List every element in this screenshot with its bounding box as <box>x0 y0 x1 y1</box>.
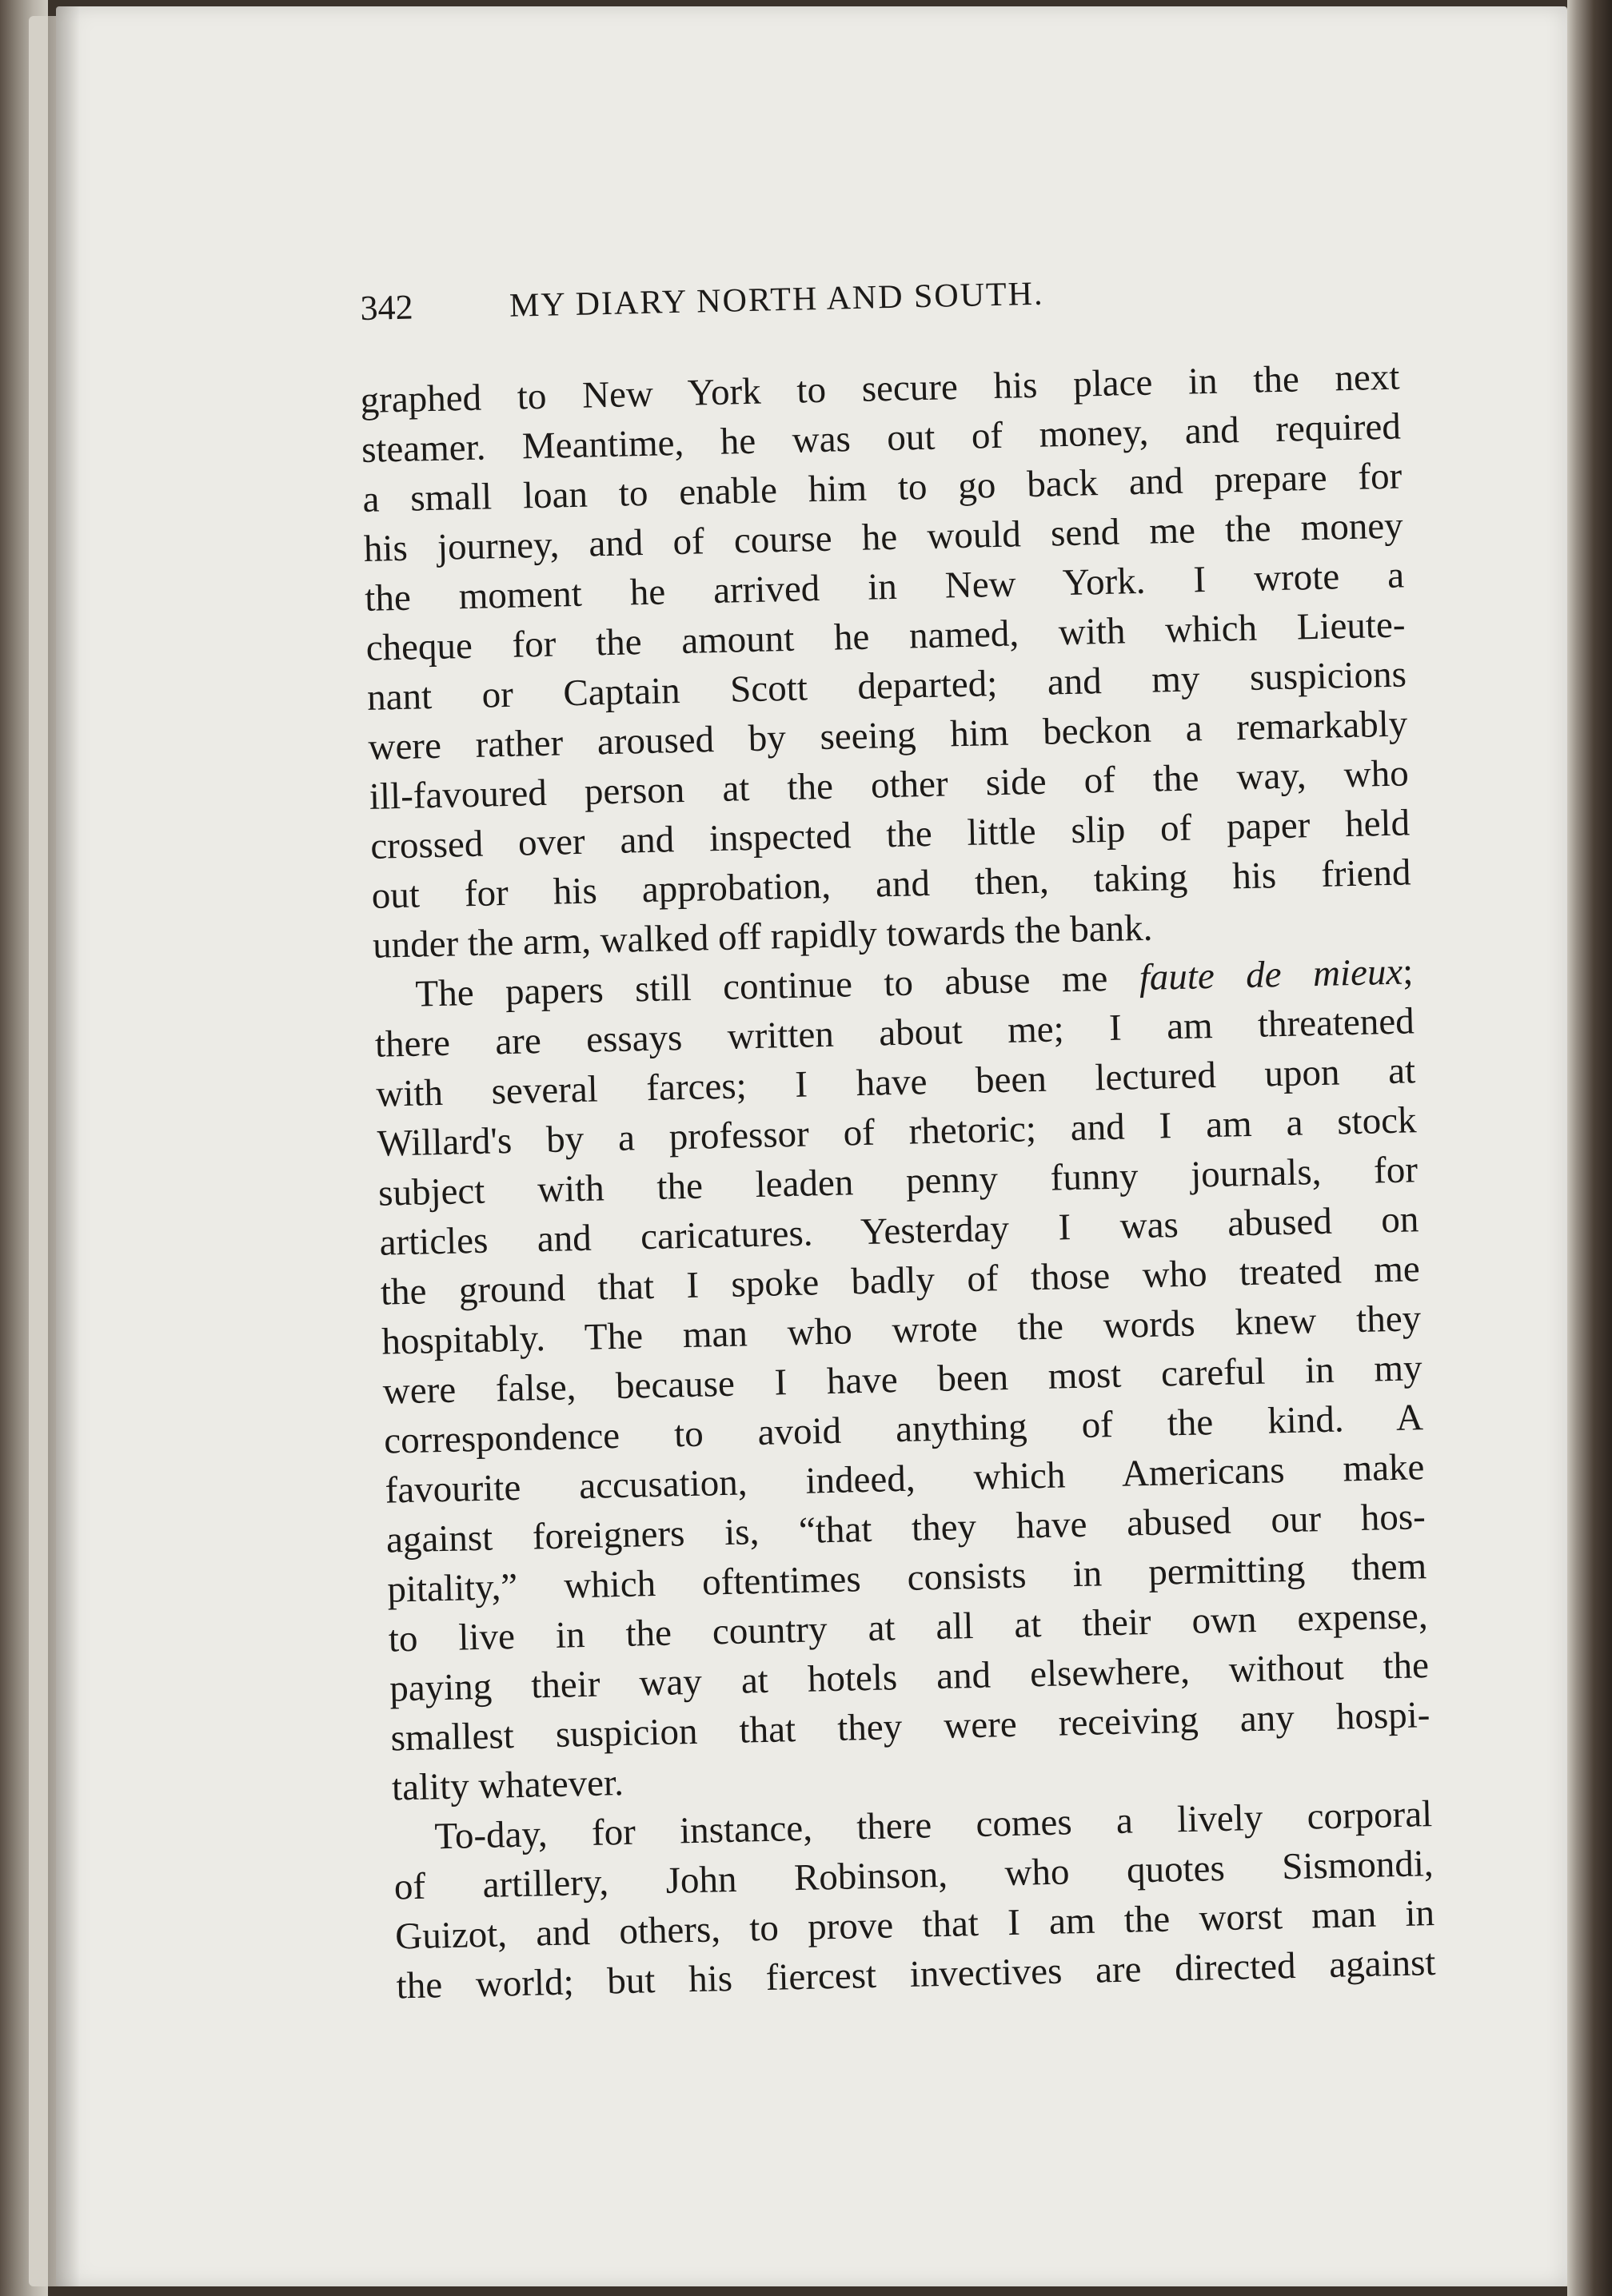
text-line: ill-favoured person at the other side of the way, who <box>369 752 1410 818</box>
body-text <box>360 353 1436 2011</box>
text-segment: ; <box>1402 951 1414 993</box>
text-line: were rather aroused by seeing him beckon a remarkably <box>367 703 1408 768</box>
text-line: graphed to New York to secure his place in the next <box>360 356 1400 421</box>
text-line: out for his approbation, and then, taking his friend <box>371 851 1412 917</box>
text-line: the moment he arrived in New York. I wrote a <box>364 554 1405 620</box>
text-line: cheque for the amount he named, with which Lieute- <box>365 604 1406 669</box>
text-line: hospitably. The man who wrote the words knew they <box>381 1297 1422 1363</box>
right-binding <box>1567 0 1612 2296</box>
text-line: with several farces; I have been lectured upon at <box>375 1050 1416 1115</box>
text-line: a small loan to enable him to go back and prepare for <box>361 455 1403 520</box>
text-line: pitality,” which oftentimes consists in permitting them <box>386 1545 1427 1611</box>
text-line: there are essays written about me; I am threatened <box>374 1000 1415 1066</box>
text-line: the ground that I spoke badly of those who treated me <box>380 1248 1421 1313</box>
text-line: smallest suspicion that they were receiving any hospi- <box>390 1694 1430 1760</box>
text-line: paying their way at hotels and elsewhere, without the <box>389 1644 1430 1710</box>
text-line: crossed over and inspected the little slip of paper held <box>369 802 1410 867</box>
text-line: the world; but his fiercest invectives are directed against <box>396 1941 1436 2007</box>
text-line: under the arm, walked off rapidly towards the bank. <box>372 907 1153 967</box>
text-line: steamer. Meantime, he was out of money, and required <box>361 405 1402 471</box>
text-line: favourite accusation, indeed, which Americans make <box>385 1446 1425 1512</box>
text-line: of artillery, John Robinson, who quotes Sismondi, <box>393 1843 1434 1908</box>
text-line: his journey, and of course he would send me the money <box>363 504 1404 570</box>
text-line: articles and caricatures. Yesterday I was abused on <box>379 1198 1419 1264</box>
text-line: To-day, for instance, there comes a lively corporal <box>433 1793 1433 1858</box>
text-line: were false, because I have been most careful in my <box>382 1347 1423 1413</box>
text-line: Guizot, and others, to prove that I am the worst man in <box>394 1892 1435 1958</box>
text-line: subject with the leaden penny funny journals, for <box>377 1149 1418 1214</box>
text-line: Willard's by a professor of rhetoric; and I am a stock <box>377 1099 1418 1165</box>
page-number: 342 <box>360 287 414 328</box>
italic-phrase: faute de mieux <box>1139 951 1403 999</box>
text-line: correspondence to avoid anything of the kind. A <box>383 1397 1424 1462</box>
text-segment: The papers still continue to abuse me <box>414 957 1108 1015</box>
text-line: tality whatever. <box>391 1761 624 1809</box>
text-line: nant or Captain Scott departed; and my suspicions <box>366 653 1407 719</box>
text-line: against foreigners is, “that they have abused our hos- <box>385 1496 1426 1561</box>
text-line: to live in the country at all at their own expense, <box>388 1595 1429 1660</box>
gutter-shadow <box>48 0 80 2296</box>
running-head: MY DIARY NORTH AND SOUTH. <box>509 275 1044 325</box>
